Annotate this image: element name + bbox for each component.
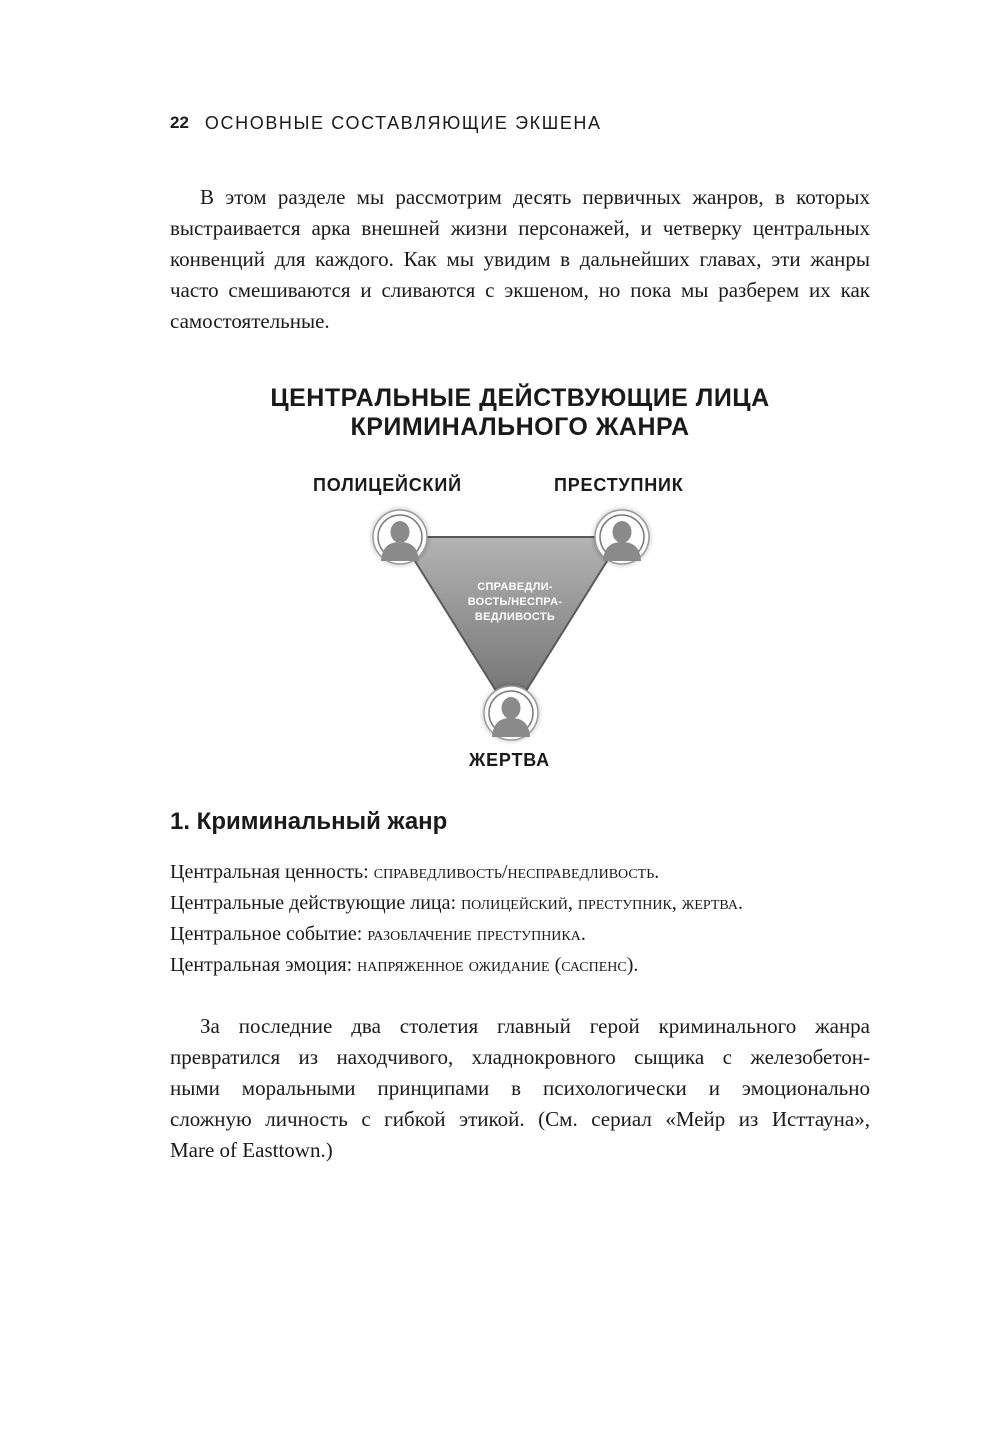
convention-value: справедливость/несправедливость.	[373, 861, 660, 883]
body-line: сложную личность с гибкой этикой. (См. сериал «Мейр из Исттауна»,	[170, 1107, 870, 1131]
body-line: ными моральными принципами в психологически и эмоционально	[170, 1076, 870, 1100]
conventions-list	[170, 857, 890, 981]
running-head	[170, 109, 602, 137]
diagram-title	[170, 384, 870, 442]
center-label-line: ВЕДЛИВОСТЬ	[474, 611, 556, 623]
section-heading: 1. Криминальный жанр	[170, 808, 448, 835]
node-cop	[368, 505, 432, 569]
diagram-title-line: ЦЕНТРАЛЬНЫЕ ДЕЙСТВУЮЩИЕ ЛИЦА	[270, 384, 770, 412]
label-criminal: ПРЕСТУПНИК	[554, 475, 684, 495]
convention-label: Центральные действующие лица:	[170, 892, 457, 914]
body-line: Mare of Easttown.)	[170, 1138, 333, 1162]
label-victim: ЖЕРТВА	[469, 750, 550, 770]
running-title: ОСНОВНЫЕ СОСТАВЛЯЮЩИЕ ЭКШЕНА	[204, 112, 602, 133]
triangle-center-label	[456, 580, 574, 625]
diagram-title-line: КРИМИНАЛЬНОГО ЖАНРА	[350, 413, 690, 441]
page-number: 22	[170, 113, 189, 132]
center-label-line: СПРАВЕДЛИ-	[477, 581, 553, 593]
convention-label: Центральное событие:	[170, 923, 363, 945]
node-criminal	[590, 505, 654, 569]
intro-line: часто смешиваются и сливаются с экшеном, но пока мы разберем их как	[170, 278, 870, 302]
convention-value: разоблачение преступника.	[367, 923, 586, 945]
convention-value: напряженное ожидание (саспенс).	[357, 954, 639, 976]
body-paragraph	[170, 1011, 870, 1166]
label-cop: ПОЛИЦЕЙСКИЙ	[313, 475, 462, 495]
intro-line: самостоятельные.	[170, 309, 330, 333]
convention-label: Центральная ценность:	[170, 861, 369, 883]
intro-line: В этом разделе мы рассмотрим десять первичных жанров, в которых	[200, 185, 870, 209]
convention-item	[170, 950, 890, 981]
intro-line: выстраивается арка внешней жизни персонажей, и четверку центральных	[170, 216, 870, 240]
node-victim	[479, 681, 543, 745]
convention-item	[170, 857, 890, 888]
body-line: За последние два столетия главный герой криминального жанра	[200, 1014, 870, 1038]
body-line: превратился из находчивого, хладнокровного сыщика с железобетон-	[170, 1045, 870, 1069]
convention-value: полицейский, преступник, жертва.	[461, 892, 743, 914]
intro-paragraph	[170, 182, 870, 337]
convention-label: Центральная эмоция:	[170, 954, 353, 976]
intro-line: конвенций для каждого. Как мы увидим в дальнейших главах, эти жанры	[170, 247, 870, 271]
convention-item	[170, 888, 890, 919]
convention-item	[170, 919, 890, 950]
center-label-line: ВОСТЬ/НЕСПРА-	[467, 596, 563, 608]
